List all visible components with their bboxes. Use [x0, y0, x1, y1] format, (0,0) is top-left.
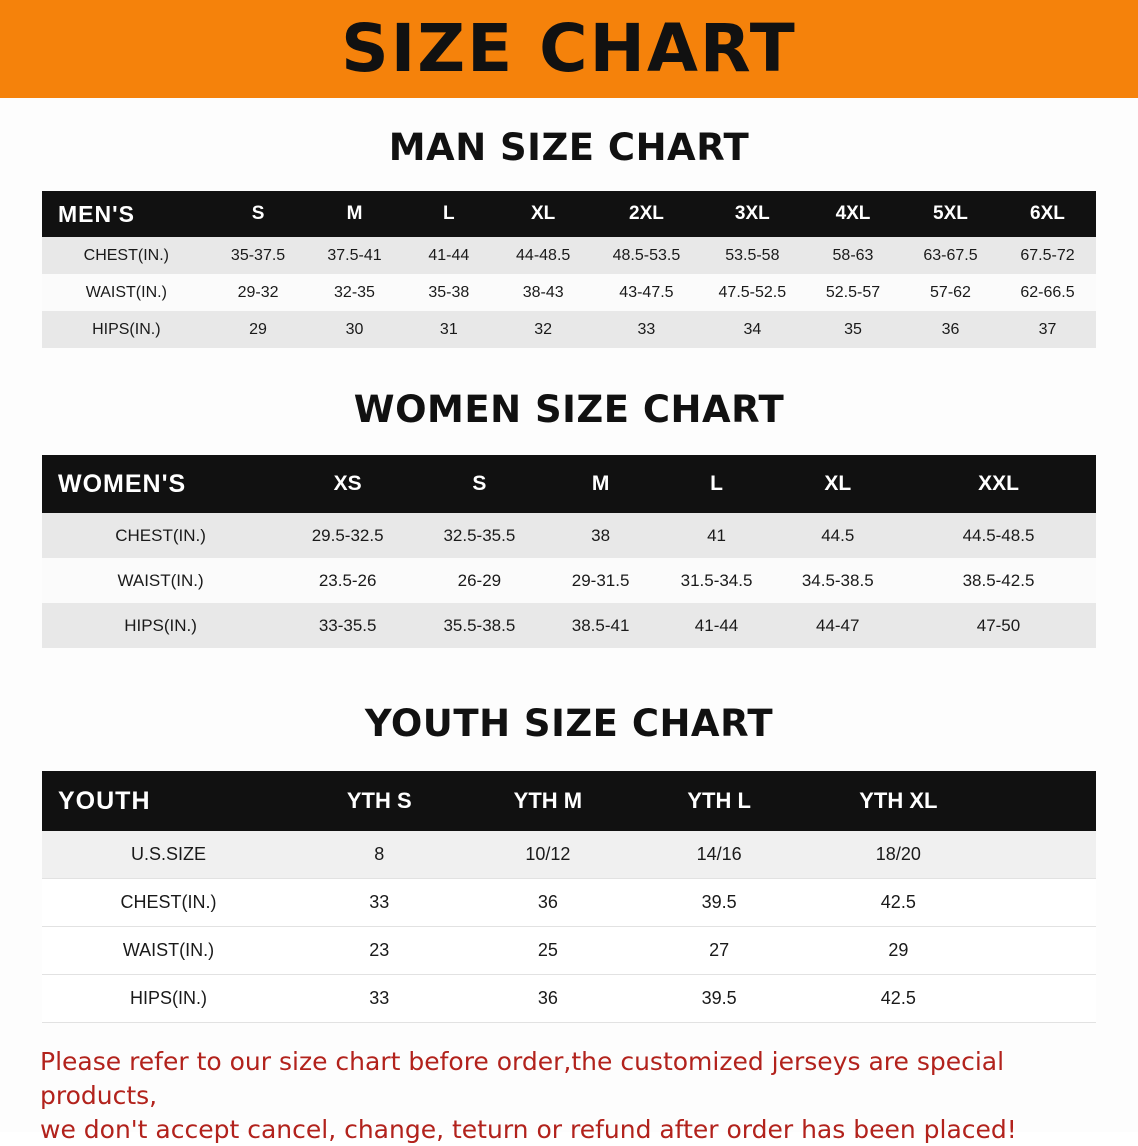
man-hips-5xl: 36	[902, 311, 999, 348]
table-row	[42, 879, 1096, 927]
man-hips-3xl: 34	[701, 311, 804, 348]
man-hips-4xl: 35	[804, 311, 902, 348]
youth-chest-s: 33	[295, 879, 464, 927]
women-chest-xl: 44.5	[775, 513, 901, 558]
man-waist-6xl: 62-66.5	[999, 274, 1096, 311]
youth-waist-s: 23	[295, 927, 464, 975]
youth-row-label-us-size: U.S.SIZE	[42, 831, 295, 879]
youth-ussize-xl: 18/20	[806, 831, 990, 879]
women-row-label-chest: CHEST(IN.)	[42, 513, 279, 558]
youth-table-header-row	[42, 771, 1096, 831]
women-hips-xl: 44-47	[775, 603, 901, 648]
youth-header-yth-s: YTH S	[295, 771, 464, 831]
youth-chest-spacer	[991, 879, 1096, 927]
table-row	[42, 513, 1096, 558]
women-waist-m: 29-31.5	[543, 558, 659, 603]
women-row-label-hips: HIPS(IN.)	[42, 603, 279, 648]
man-waist-l: 35-38	[404, 274, 495, 311]
man-header-rowlabel: MEN'S	[42, 191, 211, 237]
women-header-xxl: XXL	[901, 455, 1096, 513]
women-hips-xs: 33-35.5	[279, 603, 416, 648]
youth-section-title: YOUTH SIZE CHART	[0, 702, 1138, 745]
man-table-wrap	[42, 191, 1096, 348]
man-hips-s: 29	[211, 311, 306, 348]
youth-waist-spacer	[991, 927, 1096, 975]
youth-header-yth-xl: YTH XL	[806, 771, 990, 831]
women-header-xl: XL	[775, 455, 901, 513]
youth-ussize-m: 10/12	[464, 831, 633, 879]
man-chest-2xl: 48.5-53.5	[592, 237, 701, 274]
disclaimer-note	[40, 1045, 1098, 1146]
women-chest-m: 38	[543, 513, 659, 558]
table-row	[42, 975, 1096, 1023]
women-hips-xxl: 47-50	[901, 603, 1096, 648]
youth-ussize-spacer	[991, 831, 1096, 879]
women-header-rowlabel: WOMEN'S	[42, 455, 279, 513]
youth-hips-spacer	[991, 975, 1096, 1023]
table-row	[42, 603, 1096, 648]
table-row	[42, 311, 1096, 348]
page-title: SIZE CHART	[341, 16, 797, 82]
man-hips-2xl: 33	[592, 311, 701, 348]
youth-ussize-s: 8	[295, 831, 464, 879]
youth-hips-l: 39.5	[632, 975, 806, 1023]
youth-header-rowlabel: YOUTH	[42, 771, 295, 831]
man-section-title: MAN SIZE CHART	[0, 126, 1138, 169]
women-hips-m: 38.5-41	[543, 603, 659, 648]
women-chest-xs: 29.5-32.5	[279, 513, 416, 558]
man-table-header-row	[42, 191, 1096, 237]
youth-waist-xl: 29	[806, 927, 990, 975]
youth-chest-m: 36	[464, 879, 633, 927]
man-hips-l: 31	[404, 311, 495, 348]
women-row-label-waist: WAIST(IN.)	[42, 558, 279, 603]
man-row-label-waist: WAIST(IN.)	[42, 274, 211, 311]
women-chest-xxl: 44.5-48.5	[901, 513, 1096, 558]
man-header-6xl: 6XL	[999, 191, 1096, 237]
man-chest-l: 41-44	[404, 237, 495, 274]
youth-ussize-l: 14/16	[632, 831, 806, 879]
man-header-l: L	[404, 191, 495, 237]
table-row	[42, 274, 1096, 311]
man-chest-m: 37.5-41	[305, 237, 403, 274]
women-waist-xxl: 38.5-42.5	[901, 558, 1096, 603]
man-header-xl: XL	[494, 191, 592, 237]
women-size-table	[42, 455, 1096, 648]
page-banner	[0, 0, 1138, 98]
women-header-m: M	[543, 455, 659, 513]
man-chest-3xl: 53.5-58	[701, 237, 804, 274]
youth-table-wrap	[42, 771, 1096, 1023]
women-table-wrap	[42, 455, 1096, 648]
women-chest-l: 41	[659, 513, 775, 558]
man-hips-m: 30	[305, 311, 403, 348]
youth-size-table	[42, 771, 1096, 1023]
women-waist-l: 31.5-34.5	[659, 558, 775, 603]
youth-row-label-hips: HIPS(IN.)	[42, 975, 295, 1023]
man-hips-xl: 32	[494, 311, 592, 348]
youth-hips-m: 36	[464, 975, 633, 1023]
man-waist-xl: 38-43	[494, 274, 592, 311]
youth-hips-s: 33	[295, 975, 464, 1023]
disclaimer-line-1: Please refer to our size chart before order,the customized jerseys are special products,	[40, 1045, 1098, 1113]
table-row	[42, 237, 1096, 274]
youth-waist-l: 27	[632, 927, 806, 975]
women-header-s: S	[416, 455, 542, 513]
man-chest-s: 35-37.5	[211, 237, 306, 274]
youth-waist-m: 25	[464, 927, 633, 975]
man-waist-2xl: 43-47.5	[592, 274, 701, 311]
man-header-4xl: 4XL	[804, 191, 902, 237]
man-header-5xl: 5XL	[902, 191, 999, 237]
table-row	[42, 558, 1096, 603]
man-waist-3xl: 47.5-52.5	[701, 274, 804, 311]
youth-header-yth-m: YTH M	[464, 771, 633, 831]
youth-row-label-waist: WAIST(IN.)	[42, 927, 295, 975]
man-chest-6xl: 67.5-72	[999, 237, 1096, 274]
women-chest-s: 32.5-35.5	[416, 513, 542, 558]
women-hips-l: 41-44	[659, 603, 775, 648]
man-waist-m: 32-35	[305, 274, 403, 311]
disclaimer-line-2: we don't accept cancel, change, teturn or refund after order has been placed!	[40, 1113, 1098, 1146]
table-row	[42, 927, 1096, 975]
youth-hips-xl: 42.5	[806, 975, 990, 1023]
youth-header-yth-l: YTH L	[632, 771, 806, 831]
women-section-title: WOMEN SIZE CHART	[0, 388, 1138, 431]
man-header-m: M	[305, 191, 403, 237]
youth-header-spacer	[991, 771, 1096, 831]
youth-row-label-chest: CHEST(IN.)	[42, 879, 295, 927]
table-row	[42, 831, 1096, 879]
women-header-l: L	[659, 455, 775, 513]
man-chest-4xl: 58-63	[804, 237, 902, 274]
women-hips-s: 35.5-38.5	[416, 603, 542, 648]
man-header-s: S	[211, 191, 306, 237]
man-waist-s: 29-32	[211, 274, 306, 311]
man-row-label-chest: CHEST(IN.)	[42, 237, 211, 274]
man-chest-5xl: 63-67.5	[902, 237, 999, 274]
man-header-3xl: 3XL	[701, 191, 804, 237]
man-chest-xl: 44-48.5	[494, 237, 592, 274]
women-header-xs: XS	[279, 455, 416, 513]
man-size-table	[42, 191, 1096, 348]
man-waist-5xl: 57-62	[902, 274, 999, 311]
man-row-label-hips: HIPS(IN.)	[42, 311, 211, 348]
women-table-header-row	[42, 455, 1096, 513]
women-waist-xl: 34.5-38.5	[775, 558, 901, 603]
youth-chest-l: 39.5	[632, 879, 806, 927]
youth-chest-xl: 42.5	[806, 879, 990, 927]
man-header-2xl: 2XL	[592, 191, 701, 237]
women-waist-s: 26-29	[416, 558, 542, 603]
man-hips-6xl: 37	[999, 311, 1096, 348]
women-waist-xs: 23.5-26	[279, 558, 416, 603]
man-waist-4xl: 52.5-57	[804, 274, 902, 311]
